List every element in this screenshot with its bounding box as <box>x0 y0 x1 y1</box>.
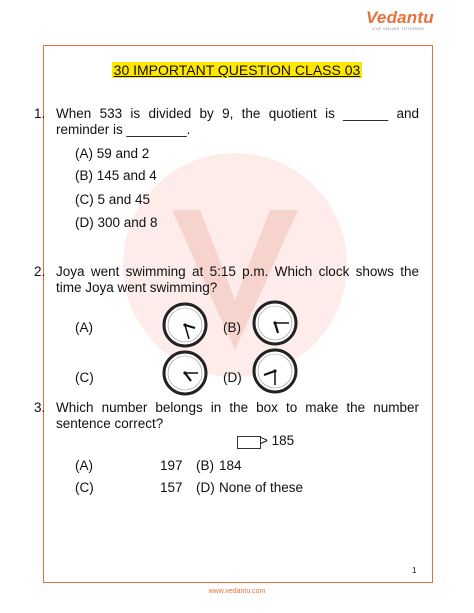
question-3-option-c-value: 157 <box>160 480 183 495</box>
question-2-option-b: (B) <box>223 320 241 335</box>
question-3-option-a-value: 197 <box>160 458 183 473</box>
question-2-option-d: (D) <box>223 370 242 385</box>
question-3-option-b-label: (B) <box>196 458 214 473</box>
question-3-option-d-label: (D) <box>196 480 215 495</box>
clock-c-icon <box>162 350 208 396</box>
question-1-option-b: (B) 145 and 4 <box>75 168 157 183</box>
page-number: 1 <box>412 566 417 575</box>
question-3-option-b-value: 184 <box>219 458 242 473</box>
page-title: 30 IMPORTANT QUESTION CLASS 03 <box>113 62 361 78</box>
question-3-text: Which number belongs in the box to make the number sentence correct? <box>56 400 419 431</box>
question-1-text: When 533 is divided by 9, the quotient is ______ and reminder is ________. <box>56 106 419 137</box>
footer-url: www.vedantu.com <box>208 588 266 595</box>
question-2-number: 2. <box>34 264 46 279</box>
question-1-number: 1. <box>34 106 46 121</box>
question-2-text: Joya went swimming at 5:15 p.m. Which clock shows the time Joya went swimming? <box>56 264 419 295</box>
question-1-option-a: (A) 59 and 2 <box>75 146 150 161</box>
question-3-number: 3. <box>34 400 46 415</box>
question-2-option-a: (A) <box>75 320 93 335</box>
question-1-option-d: (D) 300 and 8 <box>75 215 158 230</box>
question-3-option-a-label: (A) <box>75 458 93 473</box>
logo-wordmark: Vedantu <box>366 8 434 27</box>
question-2-option-c: (C) <box>75 370 94 385</box>
clock-b-icon <box>252 300 298 346</box>
answer-box <box>237 436 261 449</box>
logo-tagline: LIVE ONLINE TUTORING <box>371 26 425 31</box>
number-sentence: > 185 <box>260 433 295 448</box>
clock-a-icon <box>162 302 208 348</box>
clock-d-icon <box>252 348 298 394</box>
question-3-option-c-label: (C) <box>75 480 94 495</box>
vedantu-logo <box>366 8 434 31</box>
question-3-option-d-value: None of these <box>219 480 304 495</box>
question-1-option-c: (C) 5 and 45 <box>75 192 151 207</box>
